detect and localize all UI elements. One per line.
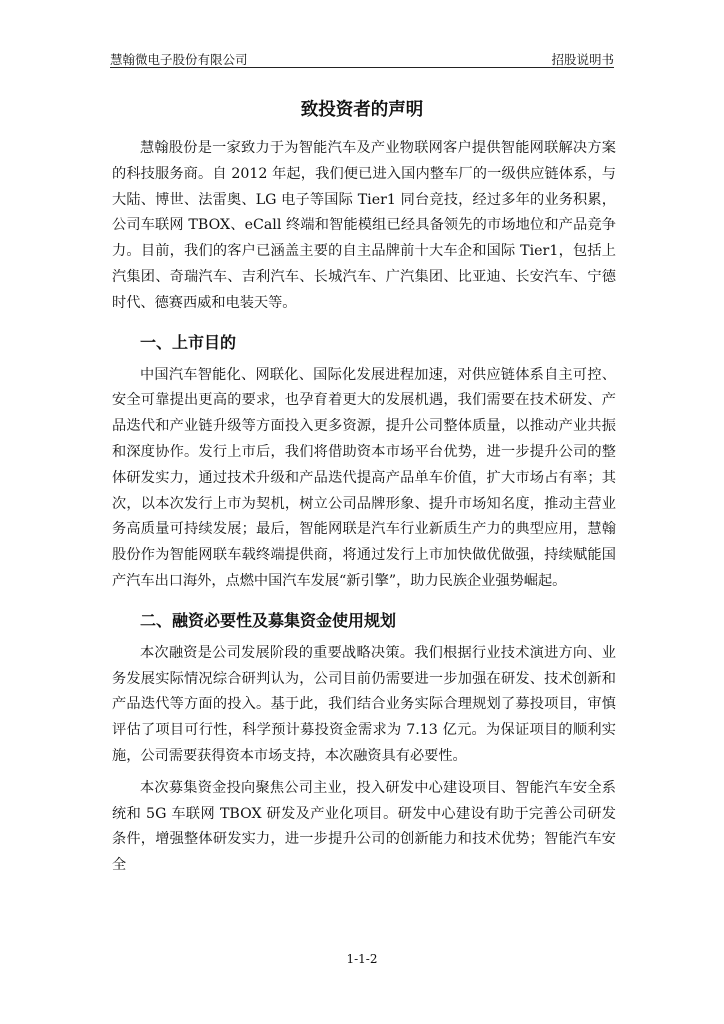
header-divider xyxy=(110,67,614,68)
section-heading-listing-purpose: 一、上市目的 xyxy=(140,332,237,352)
page-title: 致投资者的声明 xyxy=(300,100,424,120)
financing-paragraph-2: 本次募集资金投向聚焦公司主业，投入研发中心建设项目、智能汽车安全系统和 5G 车联网 TBOX 研发及产业化项目。研发中心建设有助于完善公司研发条件，增强整体研发实力，进一步提升公司的创新能力和技术优势；智能汽车安全 xyxy=(112,779,616,874)
header-document-type: 招股说明书 xyxy=(551,52,614,67)
listing-purpose-paragraph: 中国汽车智能化、网联化、国际化发展进程加速，对供应链体系自主可控、安全可靠提出更高的要求，也孕育着更大的发展机遇，我们需要在技术研发、产品迭代和产业链升级等方面投入更多资源，提升公司整体质量，以推动产业共振和深度协作。发行上市后，我们将借助资本市场平台优势，进一步提升公司的整体研发实力，通过技术升级和产品迭代提高产品单车价值，扩大市场占有率；其次，以本次发行上市为契机，树立公司品牌形象、提升市场知名度，推动主营业务高质量可持续发展；最后，智能网联是汽车行业新质生产力的典型应用，慧翰股份作为智能网联车载终端提供商，将通过发行上市加快做优做强，持续赋能国产汽车出口海外，点燃中国汽车发展“新引擎”，助力民族企业强势崛起。 xyxy=(112,366,616,589)
financing-paragraph-1: 本次融资是公司发展阶段的重要战略决策。我们根据行业技术演进方向、业务发展实际情况综合研判认为，公司目前仍需要进一步加强在研发、技术创新和产品迭代等方面的投入。基于此，我们结合业务实际合理规划了募投项目，审慎评估了项目可行性，科学预计募投资金需求为 7.13 亿元。为保证项目的顺利实施，公司需要获得资本市场支持，本次融资具有必要性。 xyxy=(112,644,616,764)
page-number: 1-1-2 xyxy=(346,952,378,966)
section-heading-financing: 二、融资必要性及募集资金使用规划 xyxy=(140,610,397,630)
header-company-name: 慧翰微电子股份有限公司 xyxy=(110,52,248,67)
document-body xyxy=(112,136,616,879)
intro-paragraph: 慧翰股份是一家致力于为智能汽车及产业物联网客户提供智能网联解决方案的科技服务商。自 2012 年起，我们便已进入国内整车厂的一级供应链体系，与大陆、博世、法雷奥、LG 电子等国际 Tier1 同台竞技，经过多年的业务积累，公司车联网 TBOX、eCall 终端和智能模组已经具备领先的市场地位和产品竞争力。目前，我们的客户已涵盖主要的自主品牌前十大车企和国际 Tier1，包括上汽集团、奇瑞汽车、吉利汽车、长城汽车、广汽集团、比亚迪、长安汽车、宁德时代、德赛西威和电装天等。 xyxy=(112,140,616,311)
